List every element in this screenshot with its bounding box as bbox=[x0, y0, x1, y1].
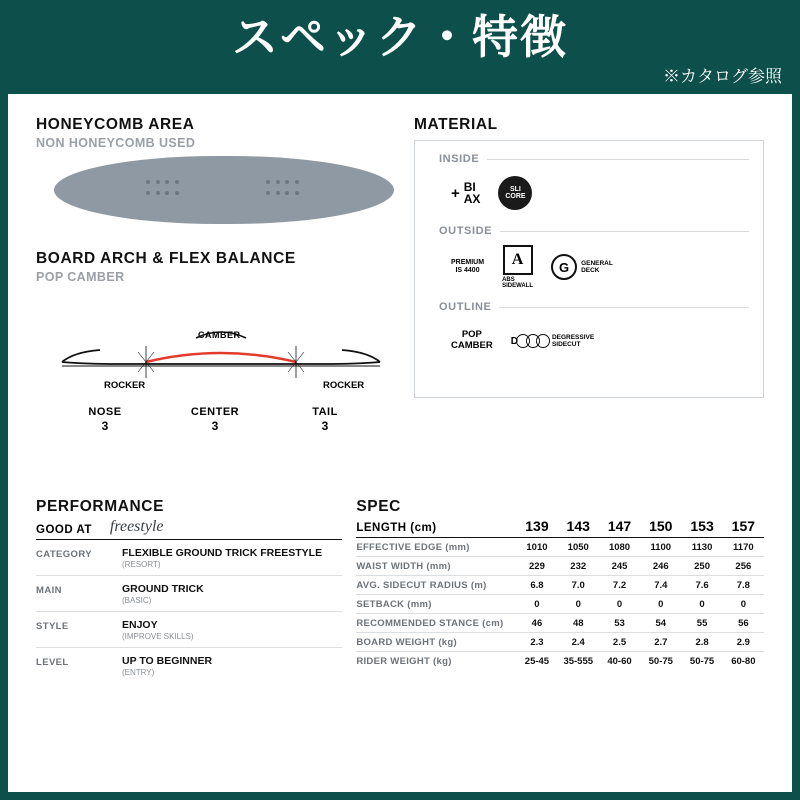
spec-cell: 1100 bbox=[650, 542, 672, 553]
spec-cell: 1080 bbox=[608, 542, 631, 553]
divider bbox=[499, 307, 749, 308]
spec-cell: 1050 bbox=[567, 542, 589, 553]
table-row bbox=[356, 576, 764, 595]
perf-sub: (RESORT) bbox=[122, 560, 161, 569]
length-143: 143 bbox=[566, 518, 590, 534]
rocker-right-label: ROCKER bbox=[323, 380, 365, 391]
material-group-header bbox=[439, 225, 749, 237]
spec-cell: 7.4 bbox=[654, 580, 668, 591]
arch-subtitle: POP CAMBER bbox=[36, 270, 125, 284]
spec-cell: 2.4 bbox=[571, 637, 585, 648]
rocker-left-label: ROCKER bbox=[104, 380, 146, 391]
biax-line2: AX bbox=[463, 192, 481, 206]
honeycomb-title: HONEYCOMB AREA bbox=[36, 116, 195, 133]
spec-cell: 0 bbox=[616, 599, 623, 610]
catalog-note: ※カタログ参照 bbox=[663, 67, 782, 86]
spec-cell: 2.5 bbox=[612, 637, 627, 648]
board-shape bbox=[54, 156, 394, 224]
flex-nose-value: 3 bbox=[101, 419, 109, 433]
good-at-row bbox=[36, 518, 342, 540]
camber-label: CAMBER bbox=[198, 330, 241, 340]
length-147: 147 bbox=[607, 518, 632, 534]
spec-cell: 50-75 bbox=[689, 656, 715, 667]
perf-sub: (BASIC) bbox=[122, 596, 152, 605]
pop-camber-icon bbox=[451, 330, 493, 352]
perf-key: CATEGORY bbox=[36, 549, 92, 560]
table-row bbox=[356, 538, 764, 557]
performance-title: PERFORMANCE bbox=[36, 498, 165, 515]
performance-table bbox=[36, 498, 356, 683]
spec-cell: 53 bbox=[614, 618, 625, 629]
spec-cell: 25-45 bbox=[524, 656, 550, 667]
spec-cell: 232 bbox=[570, 561, 587, 572]
abs-a-badge: A bbox=[503, 245, 533, 275]
pop-line1: POP bbox=[461, 329, 482, 341]
perf-value: UP TO BEGINNER bbox=[122, 655, 213, 667]
spec-cell: 2.7 bbox=[654, 637, 668, 648]
length-150: 150 bbox=[649, 518, 673, 534]
spec-cell: 7.8 bbox=[736, 580, 750, 591]
honeycomb-subtitle: NON HONEYCOMB USED bbox=[36, 136, 196, 150]
perf-value: FLEXIBLE GROUND TRICK FREESTYLE bbox=[122, 547, 323, 559]
spec-table bbox=[356, 498, 764, 683]
length-139: 139 bbox=[525, 518, 549, 534]
perf-sub: (IMPROVE SKILLS) bbox=[122, 632, 194, 641]
plus-glyph: + bbox=[451, 184, 460, 202]
length-157: 157 bbox=[731, 518, 756, 534]
spec-cell: 1130 bbox=[691, 542, 713, 553]
sli-line1: SLI bbox=[509, 185, 521, 193]
spec-cell: 245 bbox=[611, 561, 628, 572]
spec-cell: 256 bbox=[735, 561, 752, 572]
arch-diagram-svg bbox=[46, 294, 396, 394]
bottom-section bbox=[8, 494, 792, 693]
spec-cell: 7.6 bbox=[695, 580, 709, 591]
perf-sub: (ENTRY) bbox=[122, 668, 155, 677]
top-section bbox=[8, 94, 792, 494]
insert-pattern-right-icon bbox=[266, 180, 302, 200]
content-card bbox=[8, 94, 792, 792]
spec-cell: 46 bbox=[531, 618, 543, 629]
spec-cell: 2.8 bbox=[695, 637, 709, 648]
outside-label: OUTSIDE bbox=[439, 225, 493, 237]
general-deck-badge: G bbox=[551, 254, 577, 280]
pop-line2: CAMBER bbox=[451, 340, 493, 351]
table-row bbox=[36, 648, 342, 683]
flex-center-label: CENTER bbox=[190, 406, 240, 418]
material-panel bbox=[414, 140, 764, 398]
flex-center-value: 3 bbox=[211, 419, 219, 433]
table-row bbox=[356, 557, 764, 576]
sli-core-badge bbox=[498, 176, 532, 210]
abs-caption: ABS SIDEWALL bbox=[502, 277, 534, 289]
spec-key: WAIST WIDTH (mm) bbox=[356, 561, 451, 572]
flex-balance-legend bbox=[50, 406, 380, 433]
length-values bbox=[516, 518, 764, 534]
spec-header-row bbox=[356, 518, 764, 538]
spec-cell: 2.3 bbox=[530, 637, 544, 648]
biax-icon bbox=[451, 181, 480, 205]
divider bbox=[500, 231, 749, 232]
material-group-header bbox=[439, 301, 749, 313]
spec-cell: 7.2 bbox=[612, 580, 627, 591]
inside-icons bbox=[429, 165, 749, 221]
spec-cell: 1170 bbox=[733, 542, 754, 553]
material-group-outline bbox=[429, 301, 749, 369]
dsc-line2: DEGRESSIVE bbox=[551, 333, 595, 341]
flex-tail-value: 3 bbox=[321, 419, 329, 433]
spec-cell: 48 bbox=[572, 618, 584, 629]
dsc-letter: D bbox=[510, 335, 518, 347]
perf-key: STYLE bbox=[36, 621, 69, 632]
divider bbox=[487, 159, 749, 160]
spec-cell: 0 bbox=[740, 599, 746, 610]
degressive-sidecut-icon bbox=[511, 334, 595, 348]
spec-cell: 0 bbox=[658, 599, 664, 610]
material-group-outside bbox=[429, 225, 749, 297]
outline-icons bbox=[429, 313, 749, 369]
flex-item bbox=[160, 406, 270, 433]
right-column bbox=[400, 116, 764, 494]
spec-cell: 0 bbox=[534, 599, 540, 610]
table-row bbox=[36, 540, 342, 576]
table-row bbox=[356, 652, 764, 670]
biax-line1: BI bbox=[463, 180, 476, 194]
premium-line1: PREMIUM bbox=[451, 258, 485, 266]
good-at-value: freestyle bbox=[109, 518, 164, 535]
left-column bbox=[36, 116, 400, 494]
spec-key: RECOMMENDED STANCE (cm) bbox=[356, 618, 504, 629]
spec-cell: 0 bbox=[699, 599, 705, 610]
good-at-label: GOOD AT bbox=[36, 524, 92, 536]
table-row bbox=[356, 614, 764, 633]
spec-key: AVG. SIDECUT RADIUS (m) bbox=[356, 580, 487, 591]
spec-cell: 2.9 bbox=[736, 637, 750, 648]
spec-cell: 50-75 bbox=[648, 656, 673, 667]
sli-line2: CORE bbox=[505, 193, 526, 200]
general-deck-caption: GENERAL DECK bbox=[581, 260, 613, 274]
dsc-line3: SIDECUT bbox=[551, 341, 581, 348]
spec-cell: 35-555 bbox=[563, 656, 594, 667]
premium-line2: IS 4400 bbox=[455, 267, 480, 274]
spec-cell: 6.8 bbox=[530, 580, 544, 591]
perf-value: ENJOY bbox=[122, 619, 158, 631]
page-title: スペック・特徴 bbox=[232, 11, 568, 63]
flex-tail-label: TAIL bbox=[312, 406, 338, 418]
board-top-view-graphic bbox=[54, 156, 394, 224]
perf-key: LEVEL bbox=[36, 657, 69, 668]
abs-sidewall-icon bbox=[502, 245, 533, 289]
spec-key: SETBACK (mm) bbox=[356, 599, 432, 610]
spec-cell: 56 bbox=[738, 618, 749, 629]
length-153: 153 bbox=[690, 518, 714, 534]
spec-cell: 40-60 bbox=[607, 656, 632, 667]
material-group-header bbox=[439, 153, 749, 165]
table-row bbox=[36, 576, 342, 612]
flex-item bbox=[50, 406, 160, 433]
spec-cell: 60-80 bbox=[731, 656, 756, 667]
page-header bbox=[0, 0, 800, 94]
length-label: LENGTH (cm) bbox=[356, 522, 437, 534]
spec-key: RIDER WEIGHT (kg) bbox=[356, 656, 452, 667]
spec-cell: 54 bbox=[655, 618, 667, 629]
table-row bbox=[356, 633, 764, 652]
spec-cell: 229 bbox=[529, 561, 545, 572]
spec-cell: 55 bbox=[696, 618, 708, 629]
dsc-circles-shape bbox=[520, 334, 550, 348]
material-group-inside bbox=[429, 153, 749, 221]
perf-key: MAIN bbox=[36, 585, 62, 596]
spec-title: SPEC bbox=[356, 498, 401, 515]
spec-cell: 250 bbox=[694, 561, 710, 572]
table-row bbox=[356, 595, 764, 614]
spec-cell: 0 bbox=[575, 599, 581, 610]
insert-pattern-left-icon bbox=[146, 180, 182, 200]
inside-label: INSIDE bbox=[439, 153, 480, 165]
premium-is4400-icon bbox=[451, 259, 484, 275]
flex-item bbox=[270, 406, 380, 433]
spec-key: EFFECTIVE EDGE (mm) bbox=[356, 542, 470, 553]
spec-key: BOARD WEIGHT (kg) bbox=[356, 637, 457, 648]
material-title: MATERIAL bbox=[414, 116, 498, 133]
outline-label: OUTLINE bbox=[439, 301, 492, 313]
table-row bbox=[36, 612, 342, 648]
outside-icons bbox=[429, 237, 749, 297]
spec-cell: 1010 bbox=[526, 542, 548, 553]
spec-cell: 7.0 bbox=[571, 580, 585, 591]
sli-core-icon bbox=[498, 176, 532, 210]
perf-value: GROUND TRICK bbox=[122, 583, 204, 595]
general-deck-icon bbox=[551, 254, 613, 280]
arch-title: BOARD ARCH & FLEX BALANCE bbox=[36, 250, 296, 267]
flex-nose-label: NOSE bbox=[88, 406, 122, 418]
arch-diagram bbox=[46, 294, 396, 404]
spec-cell: 246 bbox=[652, 561, 669, 572]
